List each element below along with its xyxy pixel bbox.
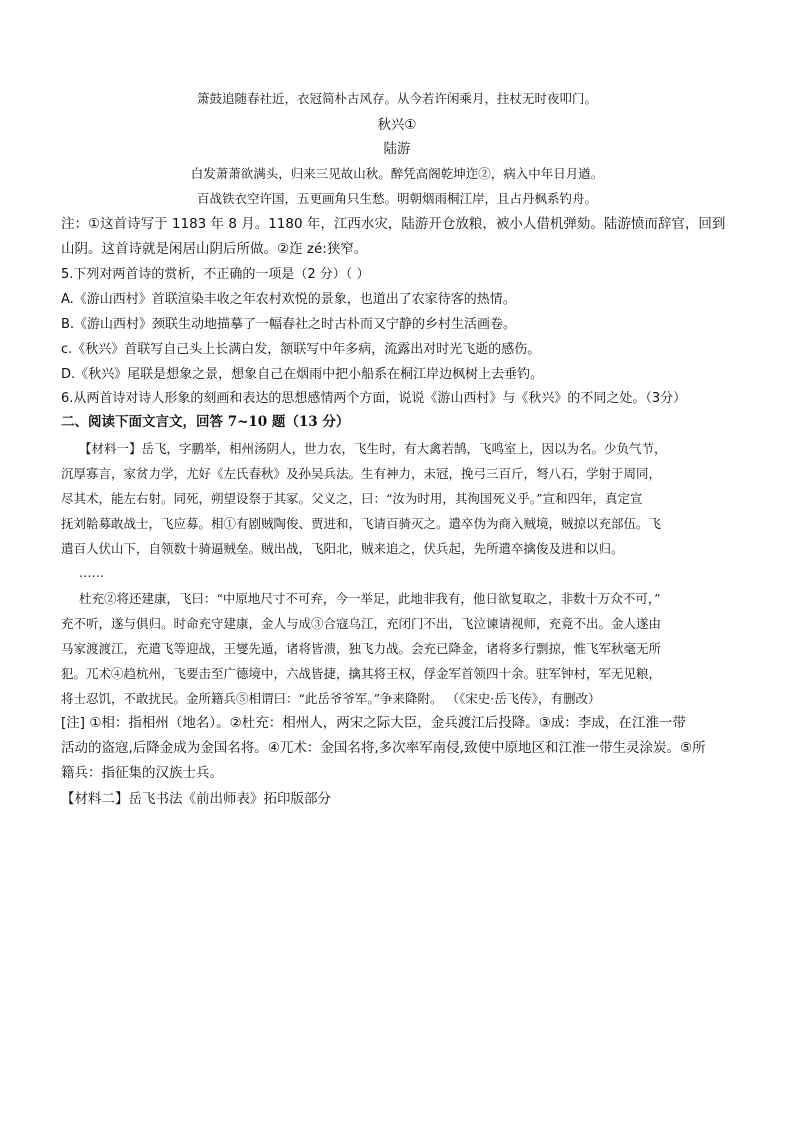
poem1-last-line: 箫鼓追随春社近，衣冠简朴古风存。从今若许闲乘月，拄杖无时夜叩门。	[196, 91, 597, 106]
material-1-line: 犯。兀术④趋杭州，飞要击至广德境中，六战皆捷，擒其将王权，俘金军首领四十余。驻军钟村，军无见粮，	[61, 666, 662, 681]
material-1-line: 尽其术，能左右射。同死，朔望设祭于其冢。父义之，曰：“汝为时用，其徇国死义乎。”宣和四年，真定宣	[61, 491, 643, 506]
material-1-line: 杜充②将还建康，飞曰：“中原地尺寸不可弃，今一举足，此地非我有，他日欲复取之，非数十万众不可，”	[79, 591, 661, 606]
material-1-line: 抚刘韐募敢战士，飞应募。相①有剧贼陶俊、贾进和，飞请百骑灭之。遣卒伪为商入贼境，贼掠以充部伍。飞	[61, 516, 662, 531]
poem-note-line: 注：①这首诗写于 1183 年 8 月。1180 年，江西水灾，陆游开仓放粮，被小人借机弹劾。陆游愤而辞官，回到	[61, 216, 726, 232]
question-5-option-c: c.《秋兴》首联写自己头上长满白发，颔联写中年多病，流露出对时光飞逝的感伤。	[61, 342, 541, 357]
material-1-ellipsis: ……	[79, 565, 104, 580]
material-1-line: 沉厚寡言，家贫力学，尤好《左氏春秋》及孙吴兵法。生有神力，未冠，挽弓三百斤，弩八石，学射于周同，	[61, 466, 662, 481]
material-1-line: 马家渡渡江，充遣飞等迎战，王燮先遁，诸将皆溃，独飞力战。会充已降金，诸将多行剽掠，惟飞军秋毫无所	[61, 641, 662, 656]
question-5-option-b: B.《游山西村》颈联生动地描摹了一幅春社之时古朴而又宁静的乡村生活画卷。	[61, 317, 517, 332]
material-1-note-line: [注] ①相：指相州（地名）。②杜充：相州人，两宋之际大臣，金兵渡江后投降。③成：李成，在江淮一带	[61, 715, 686, 731]
poem-note-line: 山阴。这首诗就是闲居山阴后所做。②迮 zé:狭窄。	[61, 241, 368, 257]
material-1-note-line: 籍兵：指征集的汉族士兵。	[61, 765, 223, 781]
poem2-title: 秋兴①	[377, 117, 417, 133]
question-5-stem: 5.下列对两首诗的赏析，不正确的一项是（2 分）（ ）	[61, 267, 370, 282]
material-1-source-line: 将士忍饥，不敢扰民。金所籍兵⑤相谓曰：“此岳爷爷军。”争来降附。 （《宋史·岳飞传》，有删改）	[61, 691, 601, 706]
material-1-line: 【材料一】岳飞，字鹏举，相州汤阴人，世力农，飞生时，有大禽若鹄，飞鸣室上，因以为名。少负气节，	[79, 441, 667, 456]
material-1-note-line: 活动的盗寇,后降金成为金国名将。④兀术：金国名将,多次率军南侵,致使中原地区和江淮一带生灵涂炭。⑤所	[61, 740, 706, 756]
poem2-line-1: 白发萧萧欲满头，归来三见故山秋。醉凭高阁乾坤迮②，病入中年日月遒。	[190, 166, 604, 181]
poem2-line-2: 百战铁衣空许国，五更画角只生愁。明朝烟雨桐江岸，且占丹枫系钓舟。	[196, 191, 597, 206]
material-1-line: 充不听，遂与俱归。时命充守建康，金人与成③合寇乌江，充闭门不出，飞泣谏请视师，充竟不出。金人遂由	[61, 616, 662, 631]
poem2-author: 陆游	[383, 141, 411, 157]
material-1-line: 遣百人伏山下，自领数十骑逼贼垒。贼出战，飞阳北，贼来追之，伏兵起，先所遣卒擒俊及进和以归。	[61, 541, 624, 556]
section-2-heading: 二、阅读下面文言文，回答 7~10 题（13 分）	[61, 414, 350, 430]
question-5-option-a: A.《游山西村》首联渲染丰收之年农村欢悦的景象，也道出了农家待客的热情。	[61, 292, 516, 307]
question-6: 6.从两首诗对诗人形象的刻画和表达的思想感情两个方面，说说《游山西村》与《秋兴》的不同之处。（3分）	[61, 391, 687, 406]
question-5-option-d: D.《秋兴》尾联是想象之景，想象自己在烟雨中把小船系在桐江岸边枫树上去垂钓。	[61, 367, 544, 382]
material-2-heading: 【材料二】岳飞书法《前出师表》拓印版部分	[61, 791, 331, 807]
